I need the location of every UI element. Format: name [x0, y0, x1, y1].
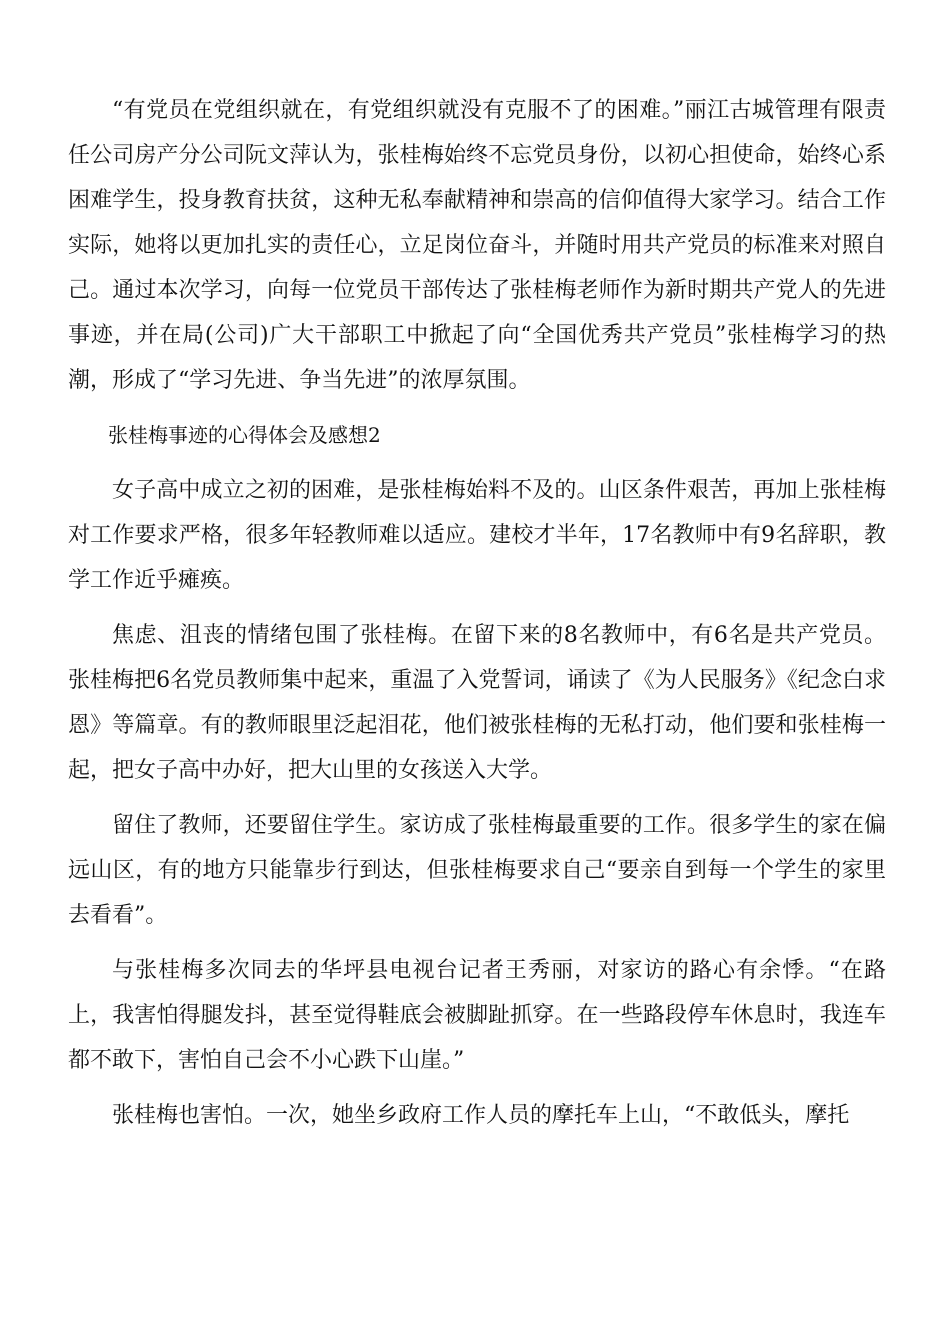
paragraph-5: 与张桂梅多次同去的华坪县电视台记者王秀丽，对家访的路心有余悸。“在路上，我害怕得腿发抖，甚至觉得鞋底会被脚趾抓穿。在一些路段停车休息时，我连车都不敢下，害怕自己会不小心跌下山崖。”	[68, 958, 886, 1073]
section-heading: 张桂梅事迹的心得体会及感想2	[108, 423, 381, 447]
document-page	[68, 88, 886, 1138]
paragraph-1: “有党员在党组织就在，有党组织就没有克服不了的困难。”丽江古城管理有限责任公司房产分公司阮文萍认为，张桂梅始终不忘党员身份，以初心担使命，始终心系困难学生，投身教育扶贫，这种无私奉献精神和崇高的信仰值得大家学习。结合工作实际，她将以更加扎实的责任心，立足岗位奋斗，并随时用共产党员的标准来对照自己。通过本次学习，向每一位党员干部传达了张桂梅老师作为新时期共产党人的先进事迹，并在局(公司)广大干部职工中掀起了向“全国优秀共产党员”张桂梅学习的热潮，形成了“学习先进、争当先进”的浓厚氛围。	[68, 98, 886, 393]
paragraph-6: 张桂梅也害怕。一次，她坐乡政府工作人员的摩托车上山，“不敢低头，摩托	[112, 1103, 850, 1128]
paragraph-4: 留住了教师，还要留住学生。家访成了张桂梅最重要的工作。很多学生的家在偏远山区，有的地方只能靠步行到达，但张桂梅要求自己“要亲自到每一个学生的家里去看看”。	[68, 813, 886, 928]
paragraph-2: 女子高中成立之初的困难，是张桂梅始料不及的。山区条件艰苦，再加上张桂梅对工作要求严格，很多年轻教师难以适应。建校才半年，17名教师中有9名辞职，教学工作近乎瘫痪。	[68, 478, 886, 593]
paragraph-3: 焦虑、沮丧的情绪包围了张桂梅。在留下来的8名教师中，有6名是共产党员。张桂梅把6名党员教师集中起来，重温了入党誓词，诵读了《为人民服务》《纪念白求恩》等篇章。有的教师眼里泛起泪花，他们被张桂梅的无私打动，他们要和张桂梅一起，把女子高中办好，把大山里的女孩送入大学。	[68, 623, 886, 783]
